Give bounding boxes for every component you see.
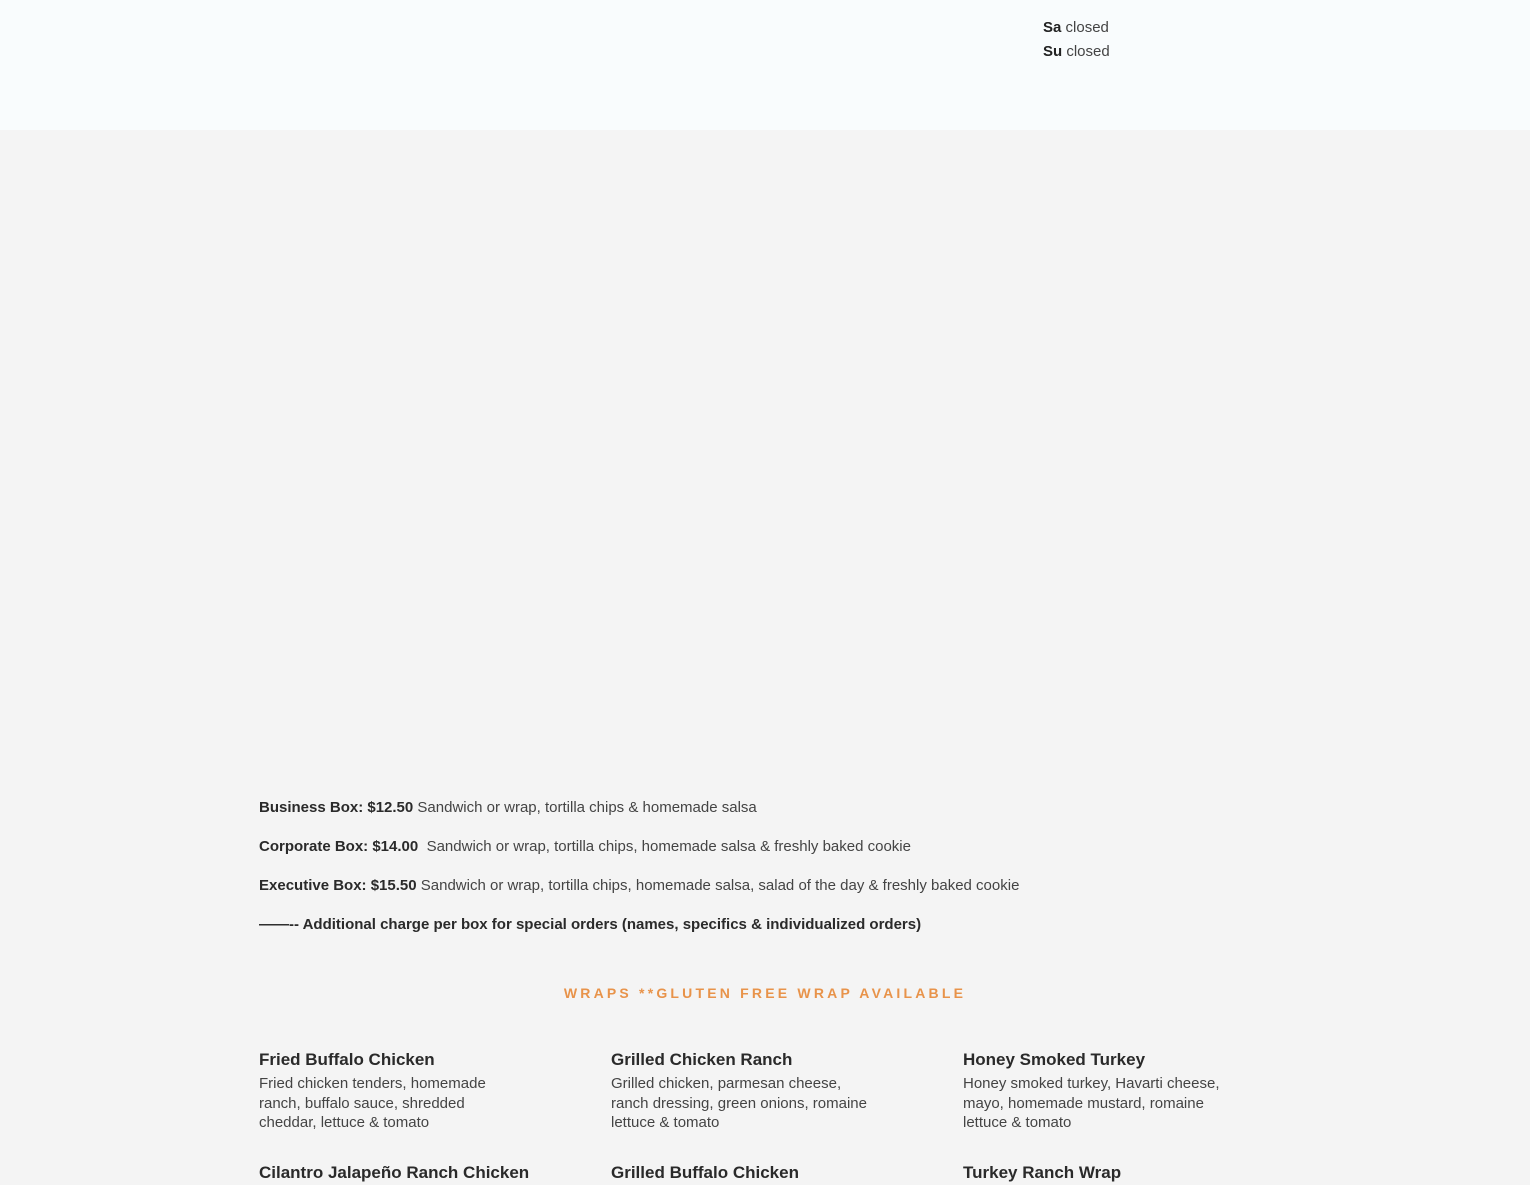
box-description: Sandwich or wrap, tortilla chips, homemade salsa, salad of the day & freshly baked cookie xyxy=(420,877,1020,894)
box-description: Sandwich or wrap, tortilla chips & homemade salsa xyxy=(417,799,757,816)
menu-item-description: Grilled chicken, parmesan cheese, ranch dressing, green onions, romaine lettuce & tomato xyxy=(611,1075,867,1131)
wraps-section-title: WRAPS **GLUTEN FREE WRAP AVAILABLE xyxy=(563,985,967,1001)
menu-item-grilled-chicken-ranch xyxy=(611,1049,901,1133)
hours-status: closed xyxy=(1066,43,1110,60)
business-hours xyxy=(1043,16,1110,64)
special-order-note: ——-- Additional charge per box for special orders (names, specifics & individualized orders) xyxy=(259,916,922,933)
box-price-label: Business Box: $12.50 xyxy=(259,799,414,816)
hours-row-saturday xyxy=(1043,16,1110,40)
menu-item-name: Turkey Ranch Wrap xyxy=(963,1163,1122,1182)
menu-item-name: Grilled Buffalo Chicken xyxy=(611,1163,799,1182)
box-description: Sandwich or wrap, tortilla chips, homemade salsa & freshly baked cookie xyxy=(426,838,911,855)
box-price-label: Corporate Box: $14.00 xyxy=(259,838,419,855)
menu-item-name: Fried Buffalo Chicken xyxy=(259,1050,435,1069)
menu-item-name: Honey Smoked Turkey xyxy=(963,1050,1146,1069)
box-price-label: Executive Box: $15.50 xyxy=(259,877,417,894)
menu-item-grilled-buffalo-chicken xyxy=(611,1162,901,1184)
hours-day: Sa xyxy=(1043,19,1062,36)
menu-item-turkey-ranch-wrap xyxy=(963,1162,1253,1184)
header-band xyxy=(0,0,1530,130)
menu-item-fried-buffalo-chicken xyxy=(259,1049,549,1133)
box-lunch-pricing xyxy=(259,797,1019,953)
menu-item-cilantro-jalapeno-ranch-chicken xyxy=(259,1162,549,1184)
box-option-business xyxy=(259,797,1019,836)
menu-item-honey-smoked-turkey xyxy=(963,1049,1253,1133)
menu-item-name: Grilled Chicken Ranch xyxy=(611,1050,793,1069)
box-option-corporate xyxy=(259,836,1019,875)
menu-item-description: Fried chicken tenders, homemade ranch, buffalo sauce, shredded cheddar, lettuce & tomato xyxy=(259,1075,486,1131)
hours-status: closed xyxy=(1065,19,1109,36)
hours-row-sunday xyxy=(1043,40,1110,64)
hours-day: Su xyxy=(1043,43,1063,60)
menu-item-description: Honey smoked turkey, Havarti cheese, mayo, homemade mustard, romaine lettuce & tomato xyxy=(963,1075,1220,1131)
box-option-executive xyxy=(259,875,1019,914)
menu-item-name: Cilantro Jalapeño Ranch Chicken xyxy=(259,1163,530,1182)
